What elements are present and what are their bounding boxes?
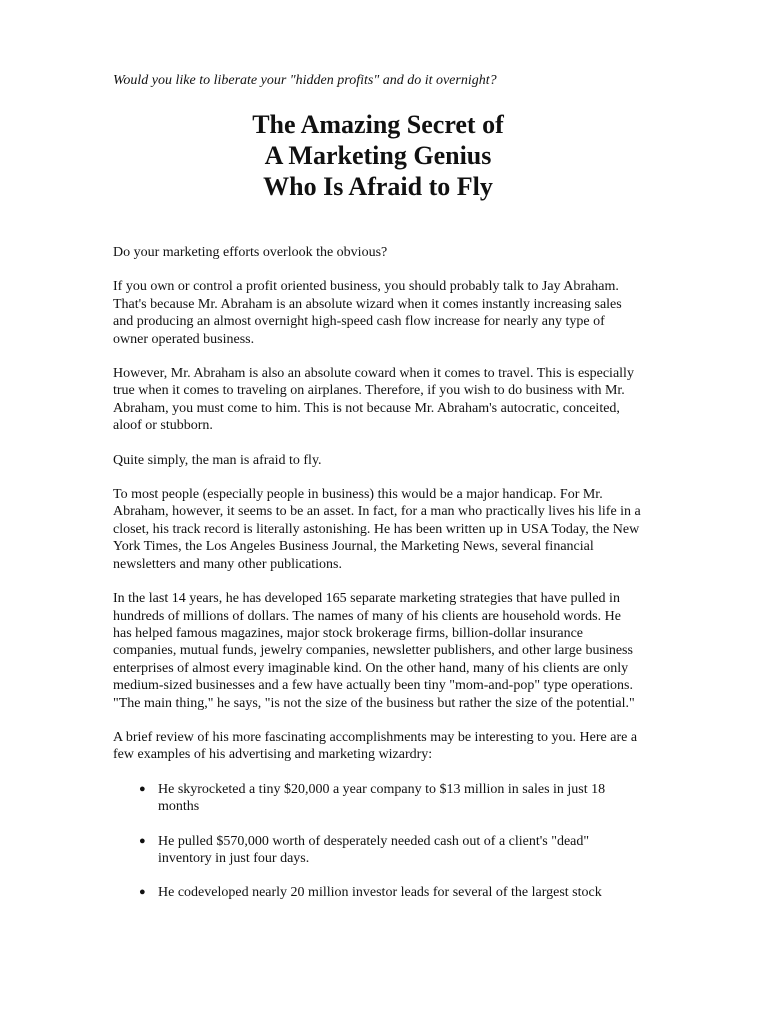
document-content: [113, 72, 643, 919]
list-item: [113, 833, 643, 868]
headline-line-3: Who Is Afraid to Fly: [263, 172, 493, 201]
paragraph: Do your marketing efforts overlook the obvious?: [113, 245, 388, 260]
paragraph: In the last 14 years, he has developed 165 separate marketing strategies that have pulled in hundreds of millions of dollars. The names of many of his clients are household words. He has helped famous magazines, major stock brokerage firms, billion-dollar insurance companies, mutual funds, jewelry companies, newsletter publishers, and other large business enterprises of almost every imaginable kind. On the other hand, many of his clients are only medium-sized businesses and a few have actually been tiny "mom-and-pop" type operations. "The main thing," he says, "is not the size of the business but rather the size of the potential.": [113, 591, 635, 711]
bullet-icon: ●: [139, 886, 146, 899]
list-item-text: He codeveloped nearly 20 million investor leads for several of the largest stock: [158, 885, 602, 901]
bullet-icon: ●: [139, 782, 146, 795]
paragraph: Quite simply, the man is afraid to fly.: [113, 452, 322, 468]
tagline: Would you like to liberate your "hidden profits" and do it overnight?: [113, 73, 497, 88]
headline-line-2: A Marketing Genius: [264, 141, 492, 170]
list-item-text: He skyrocketed a tiny $20,000 a year company to $13 million in sales in just 18 months: [158, 781, 606, 815]
paragraph: To most people (especially people in business) this would be a major handicap. For Mr. Abraham, however, it seems to be an asset. In fact, for a man who practically lives his life in a closet, his track record is literally astonishing. He has been written up in USA Today, the New York Times, the Los Angeles Business Journal, the Marketing News, several financial newsletters and many other publications.: [113, 487, 641, 572]
accomplishments-list: [113, 781, 643, 902]
paragraph: A brief review of his more fascinating accomplishments may be interesting to you. Here are a few examples of his advertising and marketing wizardry:: [113, 729, 638, 763]
paragraph: If you own or control a profit oriented business, you should probably talk to Jay Abraham. That's because Mr. Abraham is an absolute wizard when it comes instantly increasing sales and producing an almost overnight high-speed cash flow increase for nearly any type of owner operated business.: [113, 279, 622, 347]
headline-line-1: The Amazing Secret of: [252, 110, 504, 139]
bullet-icon: ●: [139, 834, 146, 847]
list-item-text: He pulled $570,000 worth of desperately needed cash out of a client's "dead" inventory in just four days.: [158, 833, 590, 866]
paragraph: However, Mr. Abraham is also an absolute coward when it comes to travel. This is especially true when it comes to traveling on airplanes. Therefore, if you wish to do business with Mr. Abraham, you must come to him. This is not because Mr. Abraham's autocratic, conceited, aloof or stubborn.: [113, 366, 634, 434]
list-item: [113, 781, 643, 816]
headline: [113, 109, 643, 202]
list-item: [113, 884, 643, 901]
